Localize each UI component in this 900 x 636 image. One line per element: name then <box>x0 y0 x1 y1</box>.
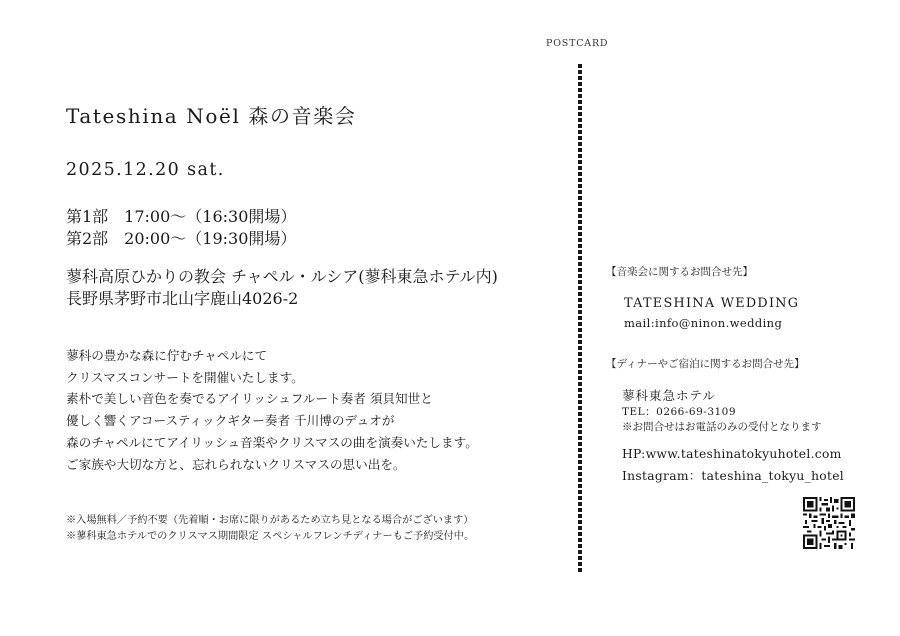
hotel-homepage-link[interactable]: HP:www.tateshinatokyuhotel.com <box>622 447 842 461</box>
concert-contact-name: TATESHINA WEDDING <box>624 296 800 311</box>
venue-name: 蓼科高原ひかりの教会 チャペル・ルシア(蓼科東急ホテル内) <box>66 267 498 286</box>
venue-address: 長野県茅野市北山字鹿山4026-2 <box>66 289 299 308</box>
session-1: 第1部 17:00～（16:30開場） <box>66 207 297 226</box>
hotel-name: 蓼科東急ホテル <box>622 388 716 403</box>
note-line: ※入場無料／予約不要（先着順・お席に限りがあるため立ち見となる場合がございます） <box>66 515 474 526</box>
description-line: 優しく響くアコースティックギター奏者 千川博のデュオが <box>66 413 395 429</box>
hotel-tel[interactable]: TEL：0266-69-3109 <box>622 406 737 418</box>
event-title: Tateshina Noël 森の音楽会 <box>66 104 357 128</box>
qr-code-icon[interactable] <box>803 497 855 549</box>
hotel-contact-note: ※お問合せはお電話のみの受付となります <box>622 421 822 433</box>
description-line: クリスマスコンサートを開催いたします。 <box>66 369 304 385</box>
instagram-handle[interactable]: Instagram：tateshina_tokyu_hotel <box>622 469 845 483</box>
venue-block <box>66 266 498 310</box>
postcard-label: POSTCARD <box>546 38 609 49</box>
postcard-divider <box>578 64 582 572</box>
session-times <box>66 206 296 250</box>
note-line: ※蓼科東急ホテルでのクリスマス期間限定 スペシャルフレンチディナーもご予約受付中。 <box>66 530 475 542</box>
session-2: 第2部 20:00～（19:30開場） <box>66 229 297 248</box>
description-line: 素朴で美しい音色を奏でるアイリッシュフルート奏者 須貝知世と <box>66 391 433 407</box>
hotel-contact-heading: 【ディナーやご宿泊に関するお問合せ先】 <box>606 358 805 370</box>
event-description <box>66 345 478 475</box>
description-line: 蓼科の豊かな森に佇むチャペルにて <box>66 348 268 363</box>
concert-contact-mail[interactable]: mail:info@ninon.wedding <box>624 316 783 330</box>
notes-block <box>66 513 474 544</box>
concert-contact-heading: 【音楽会に関するお問合せ先】 <box>606 266 753 278</box>
description-line: ご家族や大切な方と、忘れられないクリスマスの思い出を。 <box>66 456 406 472</box>
description-line: 森のチャペルにてアイリッシュ音楽やクリスマスの曲を演奏いたします。 <box>66 434 478 450</box>
event-date: 2025.12.20 sat. <box>66 160 225 180</box>
